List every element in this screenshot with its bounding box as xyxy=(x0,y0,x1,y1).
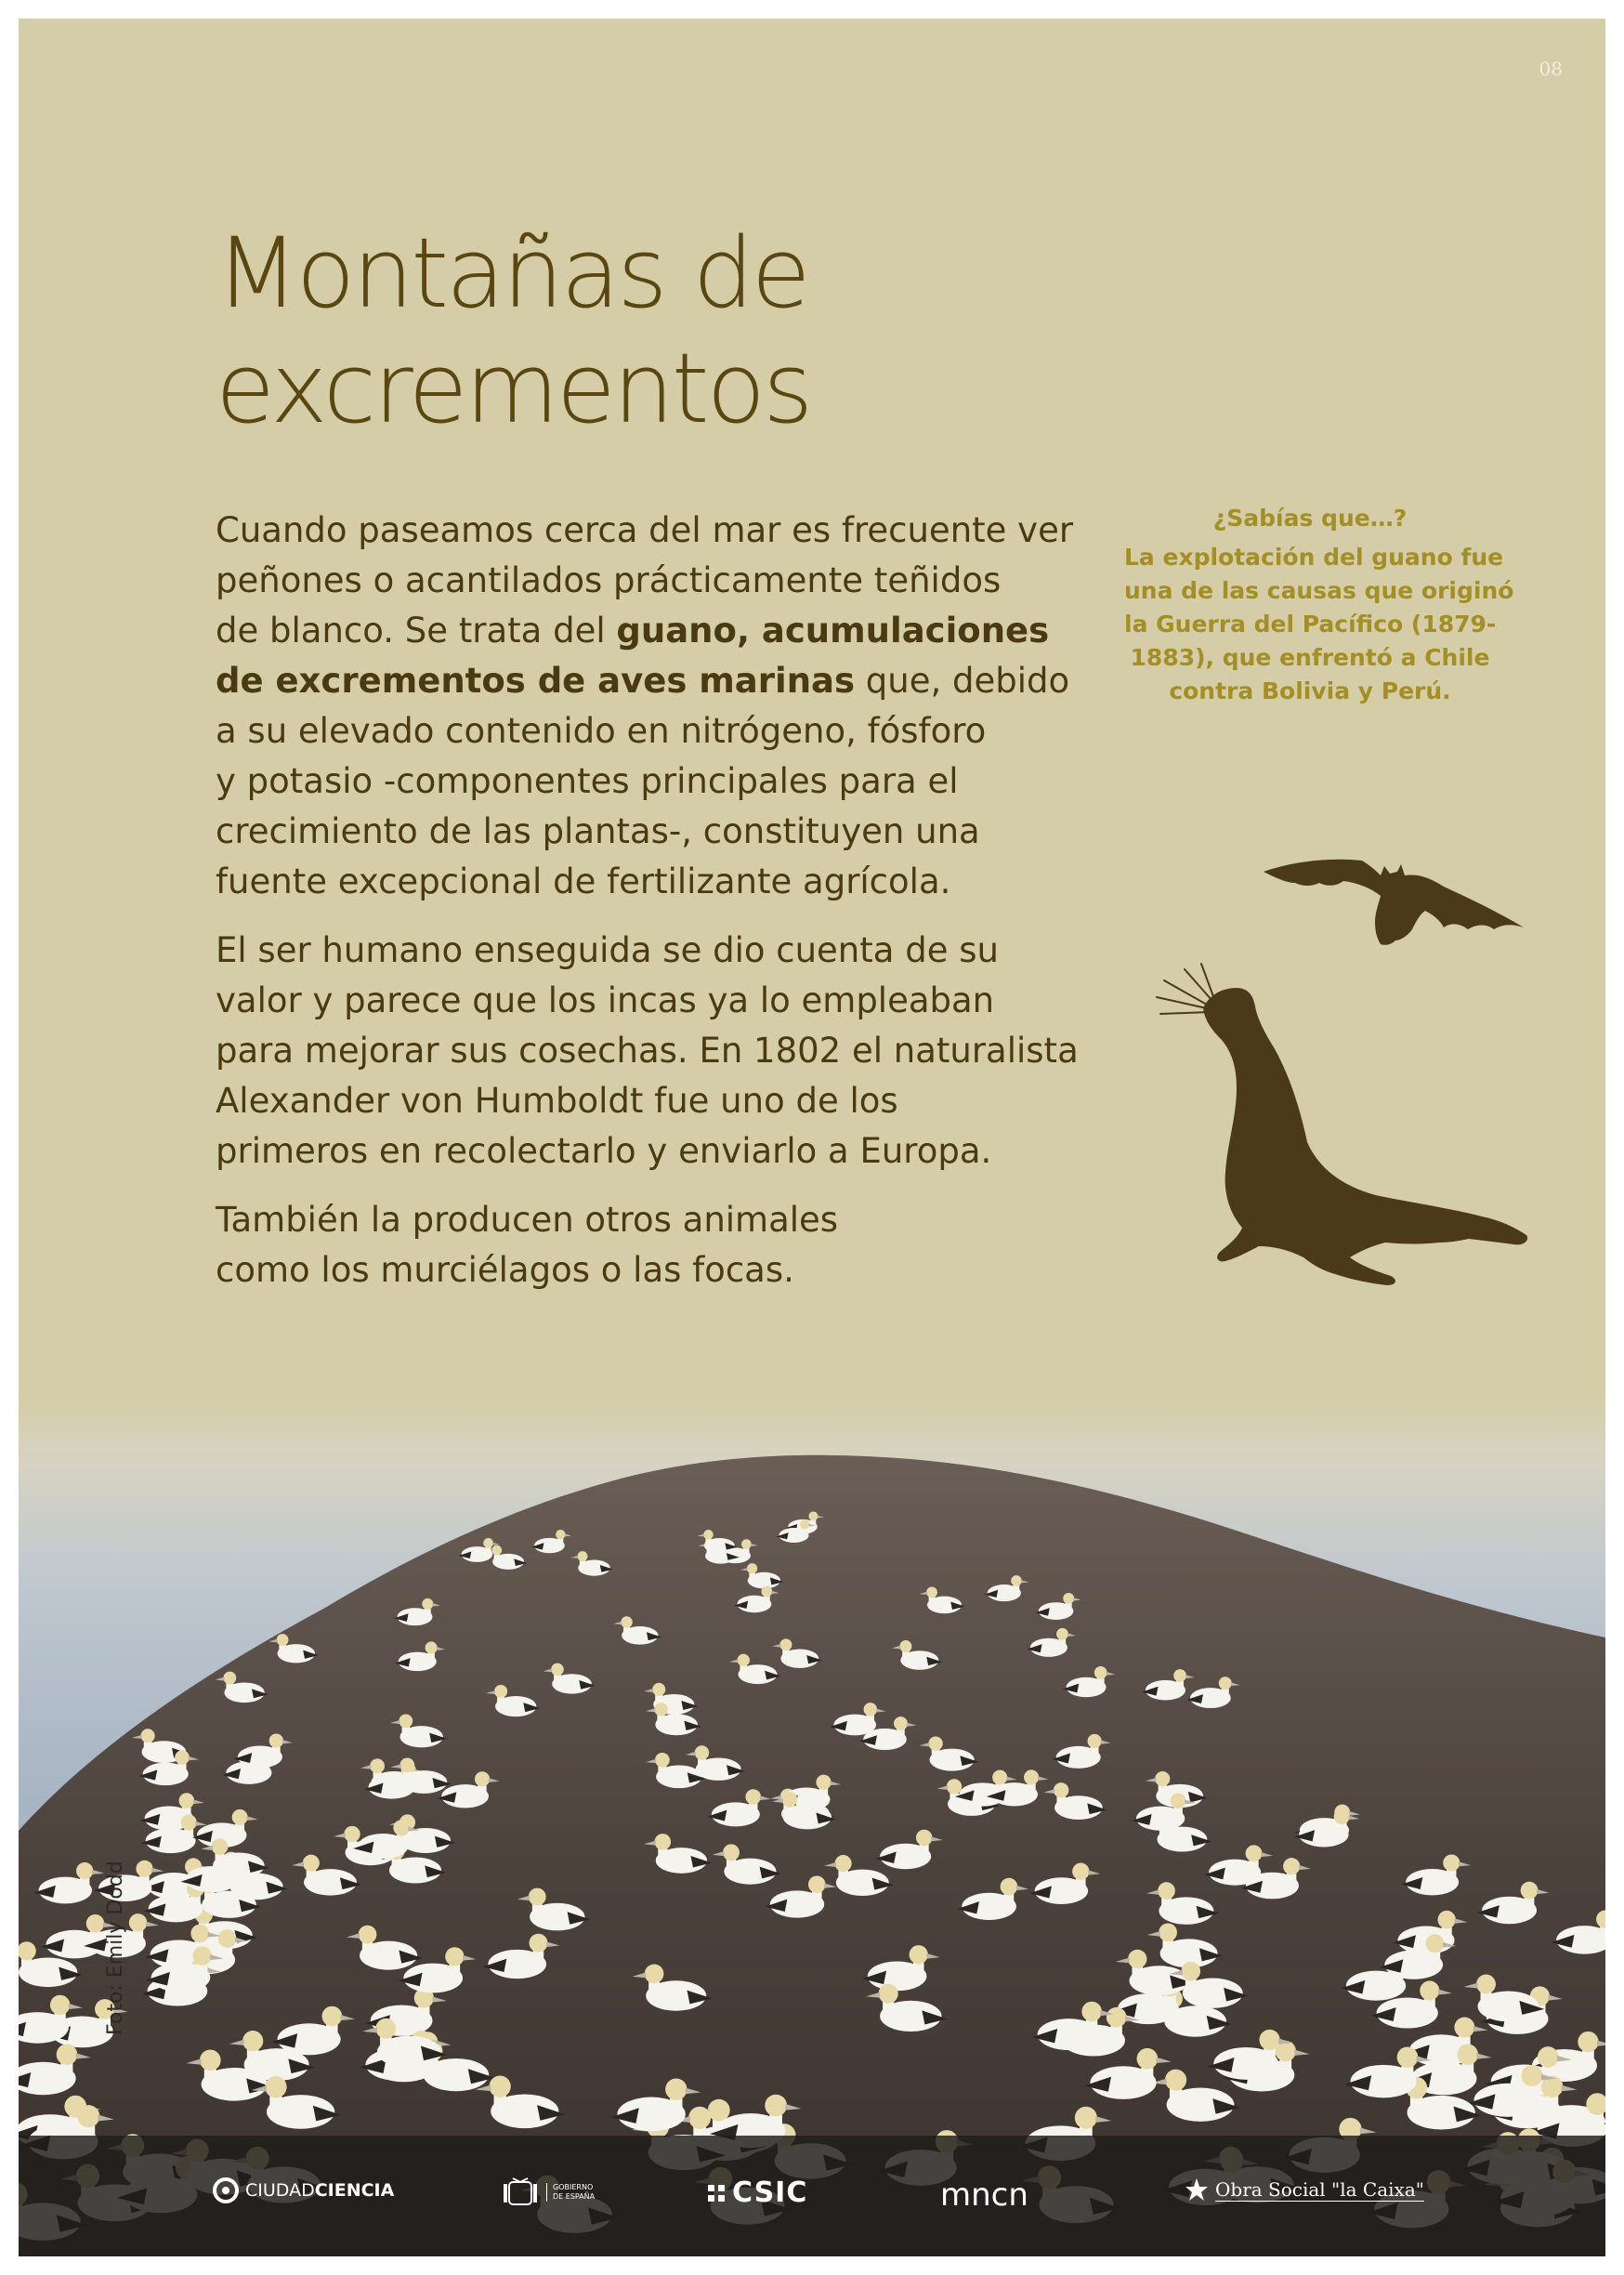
mncn-label: mncn xyxy=(940,2176,1028,2214)
did-you-know-line-2: una de las causas que originó xyxy=(1124,577,1514,604)
p3-line-1: También la producen otros animales xyxy=(216,1200,839,1240)
ciudad-ciencia-icon xyxy=(212,2176,240,2204)
csic-logo xyxy=(706,2176,807,2209)
p1-line-7: crecimiento de las plantas-, constituyen una xyxy=(216,811,980,851)
p1-line-4-bold: de excrementos de aves marinas xyxy=(216,661,856,701)
photo-credit: Foto: Emily Dodd xyxy=(104,1861,127,2035)
ciudad-ciencia-logo xyxy=(212,2176,394,2204)
csic-icon xyxy=(706,2183,727,2203)
body-text xyxy=(216,506,1079,1314)
gobierno-line-1: GOBIERNO xyxy=(553,2183,594,2191)
mncn-logo xyxy=(940,2176,1028,2214)
p1-line-8: fuente excepcional de fertilizante agrícola. xyxy=(216,861,951,901)
paragraph-2 xyxy=(216,926,1079,1177)
paragraph-3 xyxy=(216,1195,1070,1295)
ciencia-label: CIENCIA xyxy=(314,2180,395,2201)
p1-line-6: y potasio -componentes principales para el xyxy=(216,761,959,801)
p1-line-1: Cuando paseamos cerca del mar es frecuente ver xyxy=(216,510,1074,550)
title-line-1: Montañas de xyxy=(216,217,808,330)
did-you-know-line-1: La explotación del guano fue xyxy=(1124,544,1504,571)
la-caixa-label: Obra Social "la Caixa" xyxy=(1215,2177,1424,2201)
p2-line-1: El ser humano enseguida se dio cuenta de su xyxy=(216,930,999,970)
poster-panel xyxy=(19,19,1605,2256)
gobierno-line-2: DE ESPAÑA xyxy=(553,2192,596,2201)
la-caixa-star-icon xyxy=(1184,2176,1210,2203)
did-you-know-heading: ¿Sabías que…? xyxy=(1212,505,1408,532)
p1-line-3-bold: guano, acumulaciones xyxy=(616,611,1050,651)
did-you-know-line-5: contra Bolivia y Perú. xyxy=(1169,677,1451,704)
p3-line-2: como los murciélagos o las focas. xyxy=(216,1250,794,1290)
page-title xyxy=(216,216,810,446)
page-number: 08 xyxy=(1539,58,1563,80)
paragraph-1 xyxy=(216,506,1074,907)
did-you-know-line-3: la Guerra del Pacífico (1879- xyxy=(1124,611,1497,638)
coat-of-arms-icon xyxy=(502,2176,539,2208)
did-you-know-box xyxy=(1124,502,1514,708)
csic-label: CSIC xyxy=(732,2176,808,2209)
bat-icon xyxy=(1262,855,1531,948)
gobierno-logo xyxy=(502,2176,595,2208)
gannet-colony-photo xyxy=(19,1394,1605,2256)
p1-line-4 xyxy=(216,656,1070,706)
la-caixa-logo xyxy=(1184,2176,1424,2203)
p2-line-5: primeros en recolectarlo y enviarlo a Europa. xyxy=(216,1131,992,1171)
did-you-know-line-4: 1883), que enfrentó a Chile xyxy=(1130,644,1490,671)
ciudad-label: CIUDAD xyxy=(245,2180,315,2201)
p1-line-4-text: que, debido xyxy=(855,661,1070,701)
sea-lion-icon xyxy=(1147,953,1538,1287)
p1-line-3 xyxy=(216,606,1070,656)
p1-line-2: peñones o acantilados prácticamente teñidos xyxy=(216,560,1002,600)
p2-line-4: Alexander von Humboldt fue uno de los xyxy=(216,1081,898,1121)
p1-line-3-text: de blanco. Se trata del xyxy=(216,611,617,651)
p2-line-2: valor y parece que los incas ya lo empleaban xyxy=(216,980,995,1020)
photo-canvas xyxy=(19,1394,1605,2256)
title-line-2: excrementos xyxy=(216,332,811,445)
sponsor-footer xyxy=(19,2136,1605,2256)
p1-line-5: a su elevado contenido en nitrógeno, fósforo xyxy=(216,711,987,751)
p2-line-3: para mejorar sus cosechas. En 1802 el naturalista xyxy=(216,1031,1079,1071)
